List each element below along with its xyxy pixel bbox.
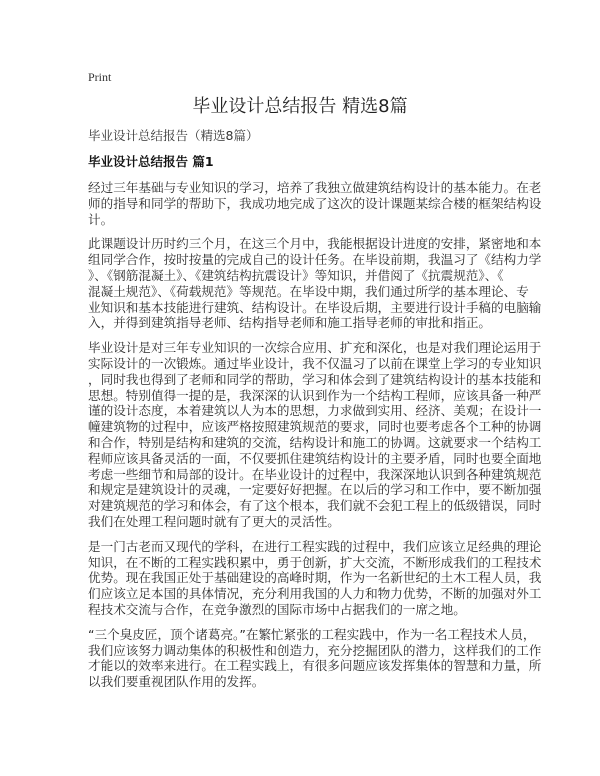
paragraph-line: 实际设计的一次锻炼。通过毕业设计，我不仅温习了以前在课堂上学习的专业知识 <box>88 355 542 371</box>
section-heading: 毕业设计总结报告 篇1 <box>88 154 214 169</box>
paragraph-line: 优势。现在我国正处于基础建设的高峰时期，作为一名新世纪的土木工程人员，我 <box>88 570 542 586</box>
subtitle: 毕业设计总结报告（精选8篇） <box>88 128 259 143</box>
paragraph-line: 和合作，特别是结构和建筑的交流，结构设计和施工的协调。这就要求一个结构工 <box>88 434 542 450</box>
paragraph-line: 思想。特别值得一提的是，我深深的认识到作为一个结构工程师，应该具备一种严 <box>88 387 542 403</box>
print-link[interactable]: Print <box>88 70 112 84</box>
paragraph-line: 和规定是建筑设计的灵魂，一定要好好把握。在以后的学习和工作中，要不断加强 <box>88 482 542 498</box>
paragraph-line: 谨的设计态度，本着建筑以人为本的思想，力求做到实用、经济、美观；在设计一 <box>88 403 542 419</box>
paragraph-line: “三个臭皮匠，顶个诸葛亮。”在繁忙紧张的工程实践中，作为一名工程技术人员， <box>88 626 536 642</box>
paragraph-line: 此课题设计历时约三个月，在这三个月中，我能根据设计进度的安排，紧密地和本 <box>88 236 542 252</box>
paragraph-line: 组同学合作，按时按量的完成自己的设计任务。在毕设前期，我温习了《结构力学 <box>88 252 542 268</box>
paragraph <box>88 180 542 227</box>
paragraph <box>88 236 542 331</box>
paragraph-line: 入，并得到建筑指导老师、结构指导老师和施工指导老师的审批和指正。 <box>88 315 491 331</box>
paragraph-line: 考虑一些细节和局部的设计。在毕业设计的过程中，我深深地认识到各种建筑规范 <box>88 466 542 482</box>
paragraph-line: 才能以的效率来进行。在工程实践上，有很多问题应该发挥集体的智慧和力量，所 <box>88 658 542 674</box>
paragraph-line: 经过三年基础与专业知识的学习，培养了我独立做建筑结构设计的基本能力。在老 <box>88 180 542 195</box>
paragraph-line: 》、《钢筋混凝土》、《建筑结构抗震设计》等知识，并借阅了《抗震规范》、《 <box>88 267 504 283</box>
paragraph-line: 们应该立足本国的具体情况，充分利用我国的人力和物力优势，不断的加强对外工 <box>88 586 542 602</box>
paragraph-line: 以我们要重视团队作用的发挥。 <box>88 674 265 690</box>
paragraph-line: 对建筑规范的学习和体会，有了这个根本，我们就不会犯工程上的低级错误，同时 <box>88 498 542 514</box>
paragraph-line: 毕业设计是对三年专业知识的一次综合应用、扩充和深化，也是对我们理论运用于 <box>88 340 542 356</box>
paragraph-line: 我们应该努力调动集体的积极性和创造力，充分挖掘团队的潜力，这样我们的工作 <box>88 642 542 658</box>
paragraph <box>88 538 542 618</box>
paragraph <box>88 626 542 690</box>
paragraph-line: 程技术交流与合作，在竞争激烈的国际市场中占据我们的一席之地。 <box>88 601 466 617</box>
paragraph-line: 知识，在不断的工程实践积累中，勇于创新，扩大交流，不断形成我们的工程技术 <box>88 554 542 570</box>
paragraph-line: 幢建筑物的过程中，应该严格按照建筑规范的要求，同时也要考虑各个工种的协调 <box>88 419 542 435</box>
paragraph-line: 我们在处理工程问题时就有了更大的灵活性。 <box>88 513 340 529</box>
paragraph-line: 混凝土规范》、《荷载规范》等规范。在毕设中期，我们通过所学的基本理论、专 <box>88 283 529 299</box>
paragraph-line: 程师应该具备灵活的一面，不仅要抓住建筑结构设计的主要矛盾，同时也要全面地 <box>88 450 542 466</box>
paragraph-line: ，同时我也得到了老师和同学的帮助，学习和体会到了建筑结构设计的基本技能和 <box>88 371 542 387</box>
page-title: 毕业设计总结报告 精选8篇 <box>192 96 408 117</box>
paragraph <box>88 340 542 530</box>
paragraph-line: 计。 <box>88 211 114 227</box>
paragraph-line: 是一门古老而又现代的学科，在进行工程实践的过程中，我们应该立足经典的理论 <box>88 538 542 554</box>
paragraph-line: 师的指导和同学的帮助下，我成功地完成了这次的设计课题某综合楼的框架结构设 <box>88 195 542 211</box>
paragraph-line: 业知识和基本技能进行建筑、结构设计。在毕设后期，主要进行设计手稿的电脑输 <box>88 299 542 315</box>
